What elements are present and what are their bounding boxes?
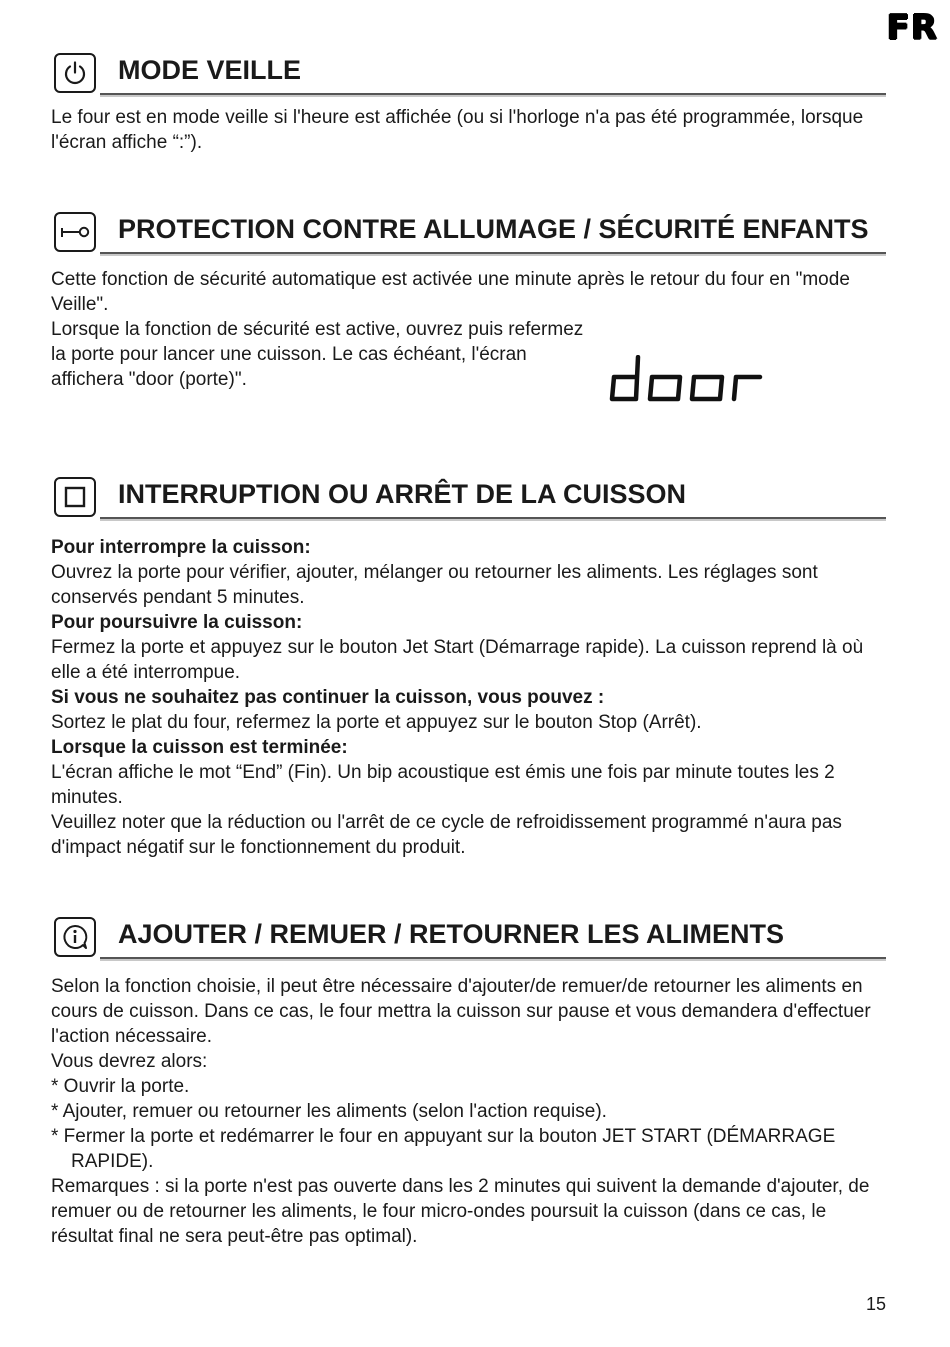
language-badge: FR (886, 8, 938, 48)
section-body (51, 535, 886, 860)
bullet-item: * Ouvrir la porte. (51, 1076, 190, 1097)
door-display (608, 355, 768, 410)
paragraph: Lorsque la fonction de sécurité est active, ouvrez puis refermez la porte pour lancer une cuisson. Le cas échéant, l'écran affichera "door (porte)". (51, 319, 584, 390)
section-ajouter (0, 917, 950, 1247)
block-text: Fermez la porte et appuyez sur le bouton Jet Start (Démarrage rapide). La cuisson reprend là où elle a été interrompue. (51, 637, 864, 683)
section-divider (100, 517, 886, 521)
note: Veuillez noter que la réduction ou l'arrêt de ce cycle de refroidissement programmé n'aura pas d'impact négatif sur le fonctionnement du produit. (51, 812, 842, 858)
section-body (51, 974, 886, 1249)
key-icon (54, 212, 96, 252)
bullet-item: * Ajouter, remuer ou retourner les aliments (selon l'action requise). (51, 1101, 607, 1122)
section-protection (0, 212, 950, 390)
section-divider (100, 957, 886, 961)
block-label: Si vous ne souhaitez pas continuer la cuisson, vous pouvez : (51, 687, 605, 708)
intro: Selon la fonction choisie, il peut être nécessaire d'ajouter/de remuer/de retourner les aliments en cours de cuisson. Dans ce cas, le four mettra la cuisson sur pause et vous demandera d'effectuer l'action nécessaire. (51, 976, 871, 1047)
block-text: L'écran affiche le mot “End” (Fin). Un bip acoustique est émis une fois par minute toutes les 2 minutes. (51, 762, 835, 808)
section-divider (100, 252, 886, 256)
section-header (0, 477, 950, 525)
remark: Remarques : si la porte n'est pas ouverte dans les 2 minutes qui suivent la demande d'ajouter, de remuer ou de retourner les aliments, le four micro-ondes poursuit la cuisson (dans ce cas, le résultat final ne sera peut-être pas optimal). (51, 1176, 870, 1247)
lead: Vous devrez alors: (51, 1051, 208, 1072)
section-divider (100, 93, 886, 97)
section-mode-veille (0, 53, 950, 153)
info-icon (54, 917, 96, 957)
bullet-item: * Fermer la porte et redémarrer le four en appuyant sur la bouton JET START (DÉMARRAGE RAPIDE). (51, 1126, 836, 1172)
paragraph: Le four est en mode veille si l'heure est affichée (ou si l'horloge n'a pas été programmée, lorsque l'écran affiche “:”). (51, 107, 864, 153)
block-label: Lorsque la cuisson est terminée: (51, 737, 348, 758)
stop-icon (54, 477, 96, 517)
section-body (51, 105, 886, 155)
power-icon (54, 53, 96, 93)
section-title: PROTECTION CONTRE ALLUMAGE / SÉCURITÉ ENFANTS (118, 214, 869, 244)
section-interruption (0, 477, 950, 858)
block-label: Pour poursuivre la cuisson: (51, 612, 303, 633)
page-number: 15 (865, 1294, 886, 1314)
block-label: Pour interrompre la cuisson: (51, 537, 311, 558)
section-header (0, 917, 950, 965)
door-display-glyphs (608, 355, 768, 405)
block-text: Sortez le plat du four, refermez la porte et appuyez sur le bouton Stop (Arrêt). (51, 712, 702, 733)
section-header (0, 53, 950, 101)
block-text: Ouvrez la porte pour vérifier, ajouter, mélanger ou retourner les aliments. Les réglages sont conservés pendant 5 minutes. (51, 562, 818, 608)
section-title: INTERRUPTION OU ARRÊT DE LA CUISSON (118, 479, 687, 509)
paragraph: Cette fonction de sécurité automatique est activée une minute après le retour du four en "mode Veille". (51, 269, 850, 315)
section-header (0, 212, 950, 260)
section-title: AJOUTER / REMUER / RETOURNER LES ALIMENTS (118, 919, 785, 949)
section-title: MODE VEILLE (118, 55, 302, 85)
